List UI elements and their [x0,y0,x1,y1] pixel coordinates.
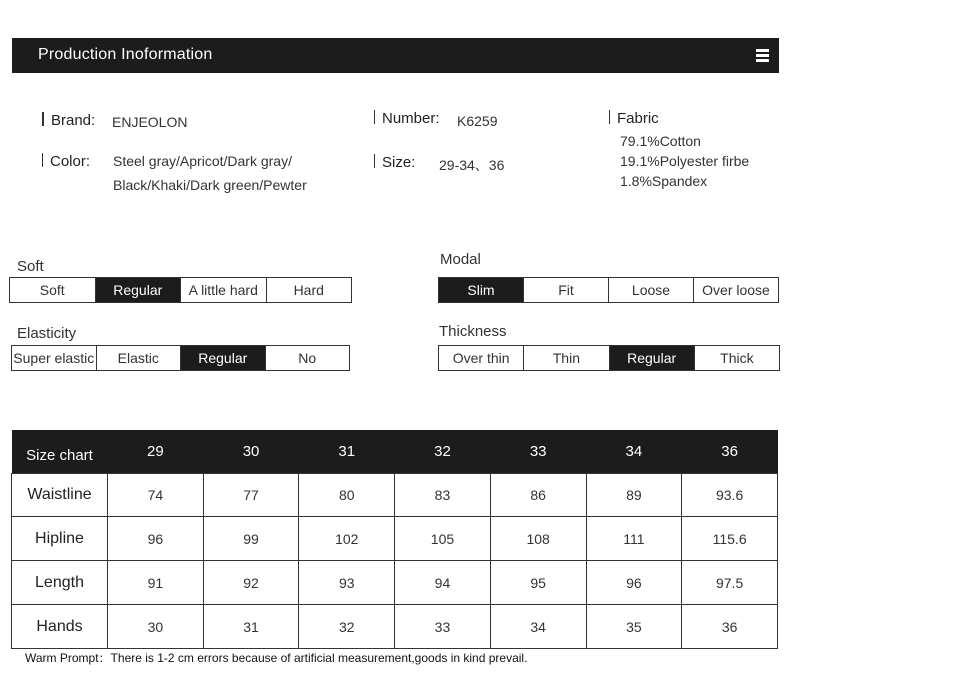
row-label: Length [12,561,108,605]
size-chart-header-row [12,430,778,474]
soft-option[interactable]: Hard [293,282,324,298]
table-cell: 77 [203,474,299,517]
size-label: Size: [374,154,415,171]
elasticity-option[interactable]: No [298,350,317,366]
row-label: Hipline [12,517,108,561]
thickness-option[interactable]: Regular [610,346,695,370]
table-cell: 95 [490,561,586,605]
table-cell: 115.6 [682,517,778,561]
soft-option[interactable]: Regular [96,278,182,302]
table-cell: 93 [299,561,395,605]
table-cell: 33 [395,605,491,649]
brand-value: ENJEOLON [112,114,188,130]
table-row [12,605,778,649]
size-column-header: 36 [682,430,778,474]
elasticity-option[interactable]: Super elastic [12,346,97,370]
table-cell: 102 [299,517,395,561]
modal-option[interactable]: Loose [609,278,694,302]
thickness-title: Thickness [439,323,507,340]
size-chart-header-label: Size chart [12,430,108,474]
thickness-option[interactable]: Thin [524,346,609,370]
table-cell: 32 [299,605,395,649]
table-cell: 30 [108,605,204,649]
table-row [12,474,778,517]
table-cell: 74 [108,474,204,517]
size-column-header: 29 [108,430,204,474]
size-value: 29-34、36 [439,157,505,173]
table-cell: 34 [490,605,586,649]
soft-option[interactable]: A little hard [181,278,267,302]
table-cell: 108 [490,517,586,561]
thickness-option[interactable]: Over thin [439,346,524,370]
modal-option[interactable]: Over loose [702,282,770,298]
soft-title: Soft [17,258,44,275]
table-cell: 93.6 [682,474,778,517]
size-column-header: 30 [203,430,299,474]
elasticity-option[interactable]: Elastic [97,346,182,370]
number-label: Number: [374,110,440,127]
size-chart-table [11,430,778,649]
table-cell: 94 [395,561,491,605]
modal-option[interactable]: Slim [439,278,524,302]
table-cell: 99 [203,517,299,561]
menu-icon[interactable] [756,49,769,62]
fabric-line: 19.1%Polyester firbe [620,153,750,169]
table-cell: 91 [108,561,204,605]
thickness-selector [438,345,780,371]
color-value-line2: Black/Khaki/Dark green/Pewter [113,177,307,193]
table-row [12,517,778,561]
table-cell: 86 [490,474,586,517]
table-cell: 36 [682,605,778,649]
size-column-header: 34 [586,430,682,474]
brand-label: Brand: [42,112,95,129]
elasticity-title: Elasticity [17,325,77,342]
fabric-line: 1.8%Spandex [620,173,708,189]
table-row [12,561,778,605]
table-cell: 89 [586,474,682,517]
number-value: K6259 [457,113,498,129]
table-cell: 105 [395,517,491,561]
soft-selector [9,277,352,303]
table-cell: 92 [203,561,299,605]
table-cell: 96 [108,517,204,561]
elasticity-selector [11,345,350,371]
table-cell: 111 [586,517,682,561]
table-cell: 96 [586,561,682,605]
color-value-line1: Steel gray/Apricot/Dark gray/ [113,153,292,169]
fabric-line: 79.1%Cotton [620,133,701,149]
row-label: Waistline [12,474,108,517]
fabric-label: Fabric [609,110,659,127]
size-column-header: 33 [490,430,586,474]
table-cell: 80 [299,474,395,517]
thickness-option[interactable]: Thick [720,350,754,366]
soft-option[interactable]: Soft [10,278,96,302]
row-label: Hands [12,605,108,649]
size-column-header: 32 [395,430,491,474]
table-cell: 35 [586,605,682,649]
modal-option[interactable]: Fit [524,278,609,302]
header-title: Production Inoformation [38,46,213,63]
elasticity-option[interactable]: Regular [181,346,266,370]
table-cell: 31 [203,605,299,649]
color-label: Color: [42,153,90,170]
table-cell: 83 [395,474,491,517]
header-bar [12,38,779,73]
modal-selector [438,277,779,303]
warm-prompt: Warm Prompt：There is 1-2 cm errors because of artificial measurement,goods in kind prevail. [25,651,528,665]
modal-title: Modal [440,251,481,268]
size-column-header: 31 [299,430,395,474]
table-cell: 97.5 [682,561,778,605]
